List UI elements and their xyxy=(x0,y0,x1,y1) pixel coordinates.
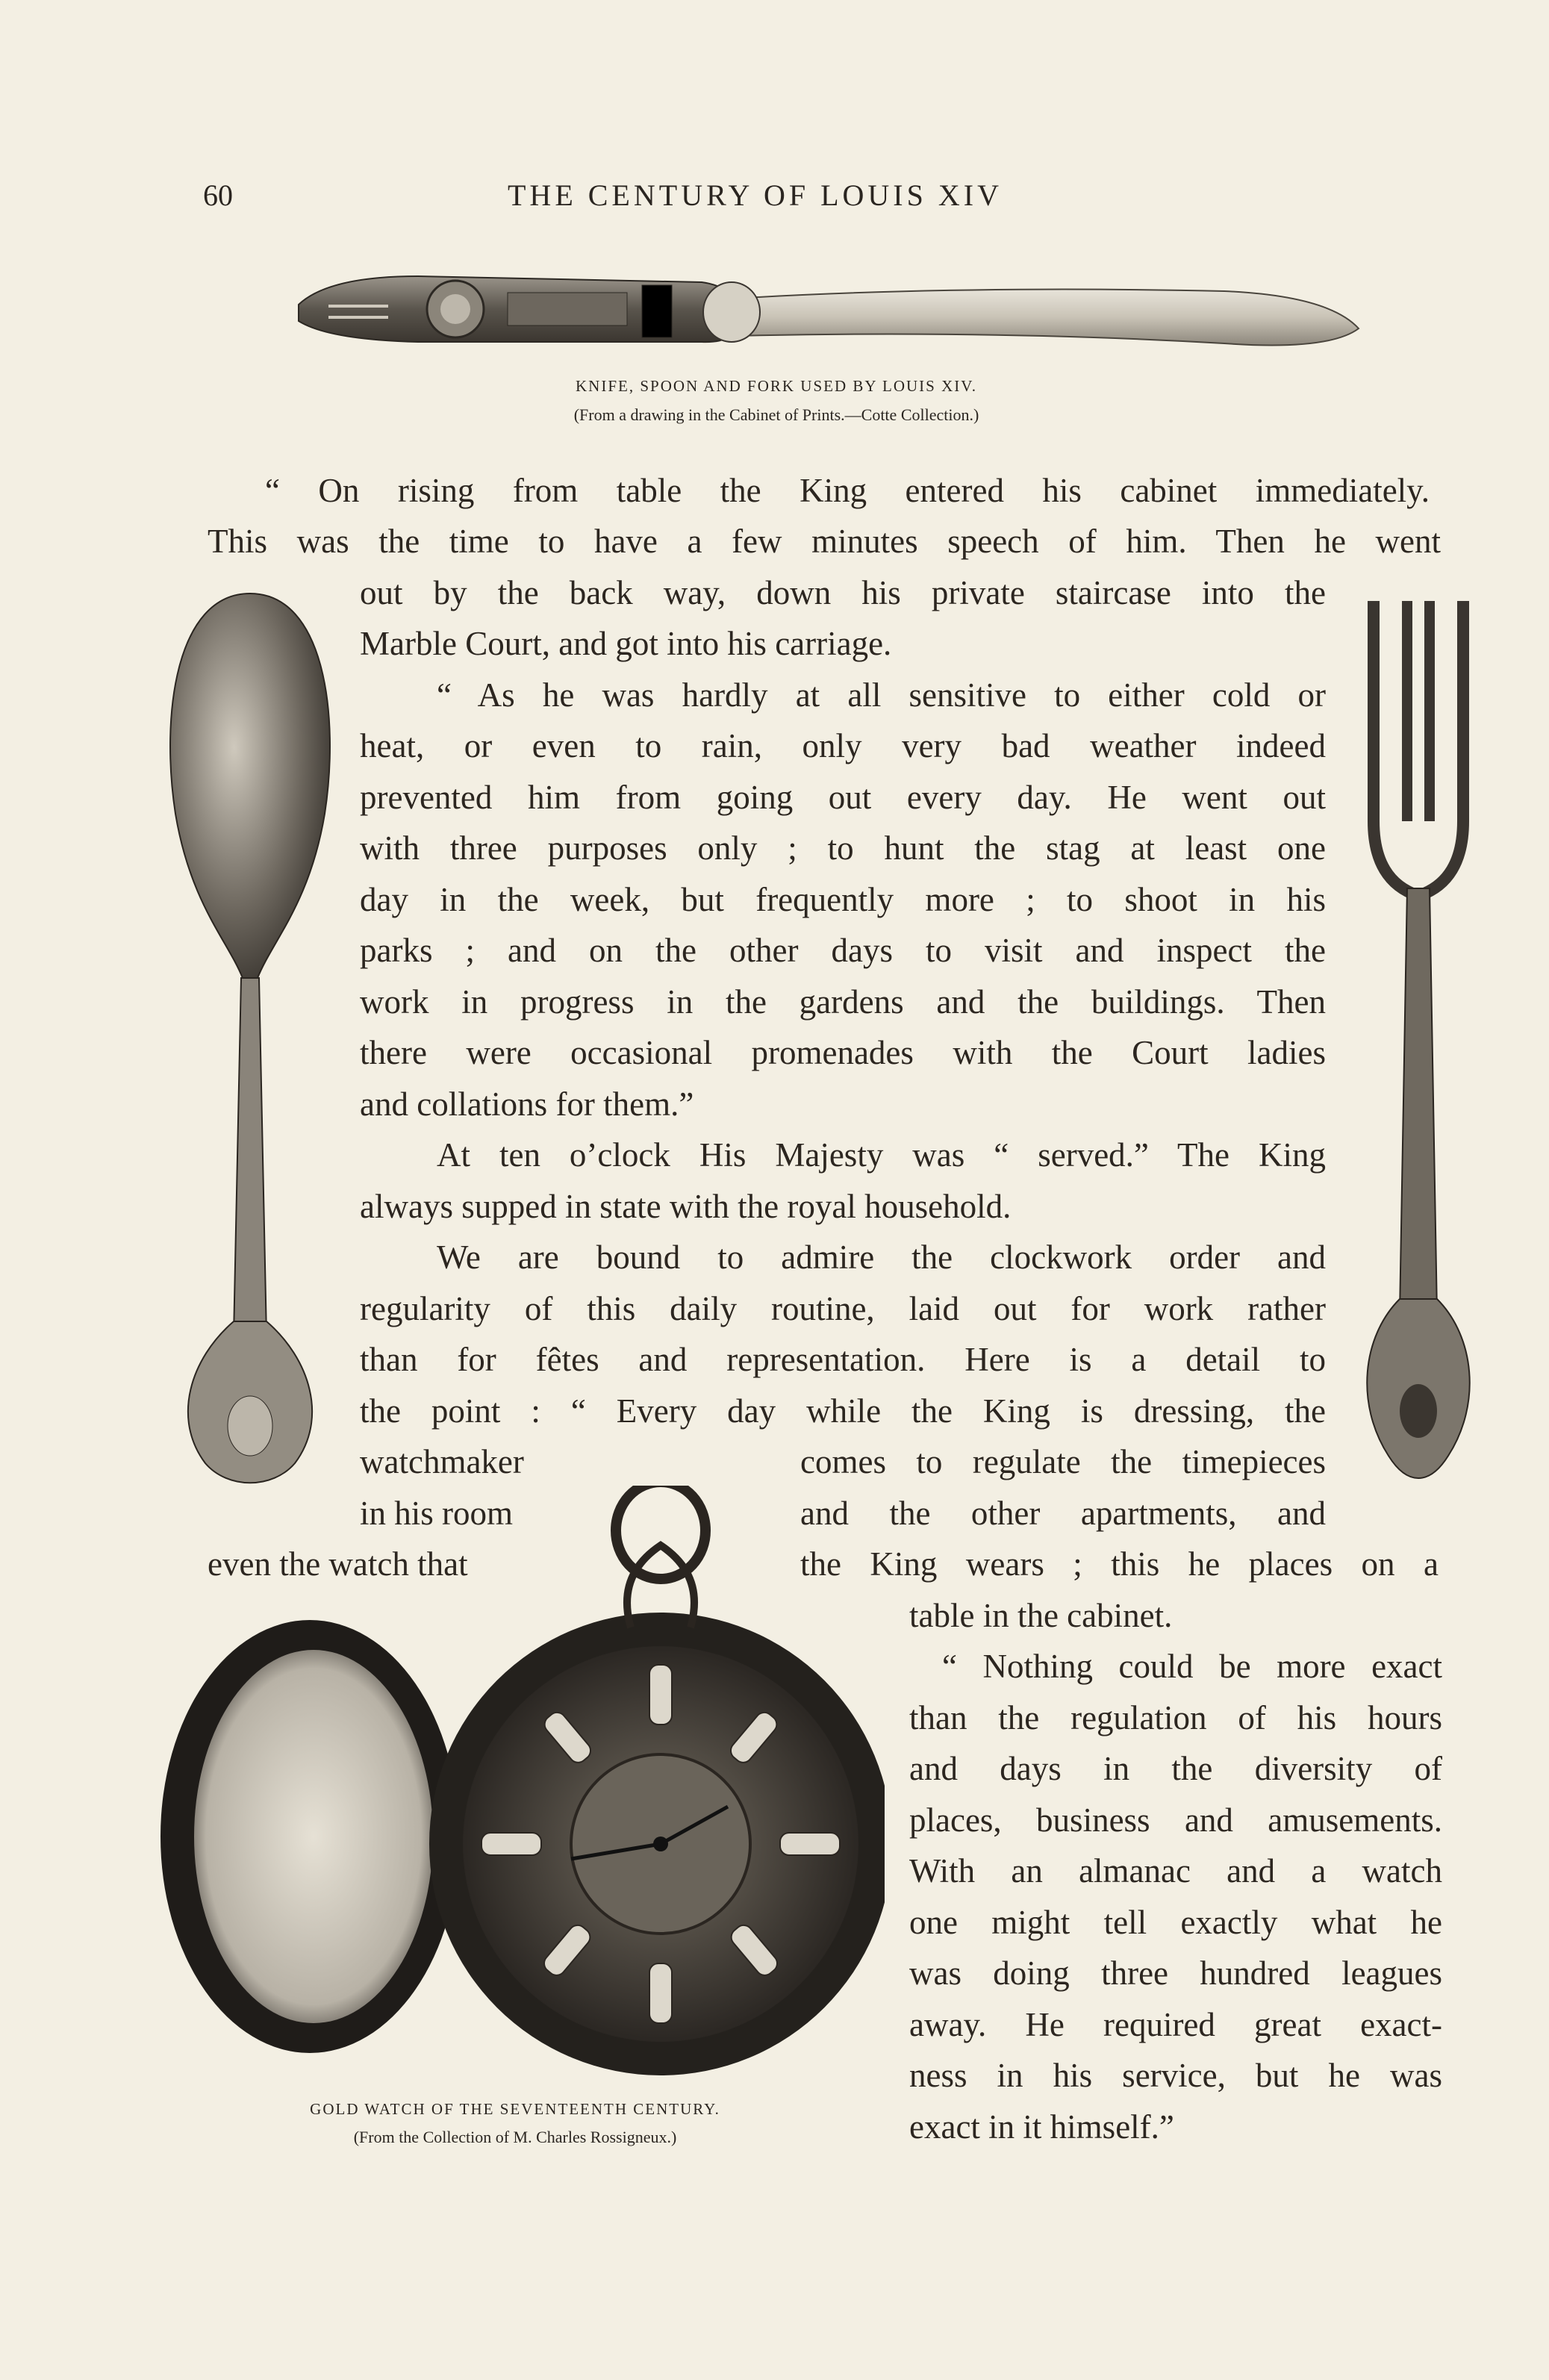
text-line: in his room xyxy=(360,1495,514,1532)
page-number: 60 xyxy=(203,178,233,212)
text-line: was doing three hundred leagues xyxy=(909,1954,1442,1992)
text-line: We are bound to admire the clockwork order and xyxy=(437,1239,1326,1276)
text-line: parks ; and on the other days to visit and inspect the xyxy=(360,932,1326,969)
text-line: than for fêtes and representation. Here is a detail to xyxy=(360,1341,1326,1378)
text-line: there were occasional promenades with the Court ladies xyxy=(360,1034,1326,1071)
text-line: regularity of this daily routine, laid out for work rather xyxy=(360,1290,1326,1327)
text-line: heat, or even to rain, only very bad weather indeed xyxy=(360,727,1326,764)
text-line: “ On rising from table the King entered his cabinet immediately. xyxy=(265,472,1430,509)
fork-illustration xyxy=(1359,597,1478,1501)
text-line: one might tell exactly what he xyxy=(909,1904,1442,1941)
text-line: work in progress in the gardens and the buildings. Then xyxy=(360,983,1326,1021)
text-line: than the regulation of his hours xyxy=(909,1699,1442,1736)
text-line: even the watch that xyxy=(208,1545,468,1583)
text-line: comes to regulate the timepieces xyxy=(800,1443,1326,1480)
text-line: With an almanac and a watch xyxy=(909,1852,1442,1890)
cutlery-caption: KNIFE, SPOON AND FORK USED BY LOUIS XIV. xyxy=(576,377,977,395)
text-line: always supped in state with the royal household. xyxy=(360,1188,1012,1225)
text-line: “ Nothing could be more exact xyxy=(942,1648,1442,1685)
knife-illustration xyxy=(284,246,1366,366)
text-line: places, business and amusements. xyxy=(909,1801,1442,1839)
text-line: prevented him from going out every day. He went out xyxy=(360,779,1326,816)
running-title: THE CENTURY OF LOUIS XIV xyxy=(508,178,1003,212)
text-line: the point : “ Every day while the King is dressing, the xyxy=(360,1392,1326,1430)
text-line: At ten o’clock His Majesty was “ served.” The King xyxy=(437,1136,1326,1174)
text-line: ness in his service, but he was xyxy=(909,2057,1442,2094)
text-line: and the other apartments, and xyxy=(800,1495,1326,1532)
spoon-illustration xyxy=(160,590,340,1493)
text-line: day in the week, but frequently more ; to shoot in his xyxy=(360,881,1326,918)
text-line: exact in it himself.” xyxy=(909,2108,1174,2146)
text-line: table in the cabinet. xyxy=(909,1597,1173,1634)
text-line: Marble Court, and got into his carriage. xyxy=(360,625,892,662)
text-line: watchmaker xyxy=(360,1443,524,1480)
text-line: away. He required great exact- xyxy=(909,2006,1442,2043)
text-line: “ As he was hardly at all sensitive to either cold or xyxy=(437,676,1326,714)
text-line: and days in the diversity of xyxy=(909,1750,1442,1787)
watch-credit: (From the Collection of M. Charles Rossigneux.) xyxy=(353,2128,677,2146)
text-line: This was the time to have a few minutes speech of him. Then he went xyxy=(208,523,1441,560)
text-line: with three purposes only ; to hunt the stag at least one xyxy=(360,829,1326,867)
text-line: out by the back way, down his private staircase into the xyxy=(360,574,1326,611)
text-line: the King wears ; this he places on a xyxy=(800,1545,1439,1583)
cutlery-credit: (From a drawing in the Cabinet of Prints.—Cotte Collection.) xyxy=(573,405,979,424)
text-line: and collations for them.” xyxy=(360,1085,694,1123)
watch-caption: GOLD WATCH OF THE SEVENTEENTH CENTURY. xyxy=(310,2100,720,2118)
